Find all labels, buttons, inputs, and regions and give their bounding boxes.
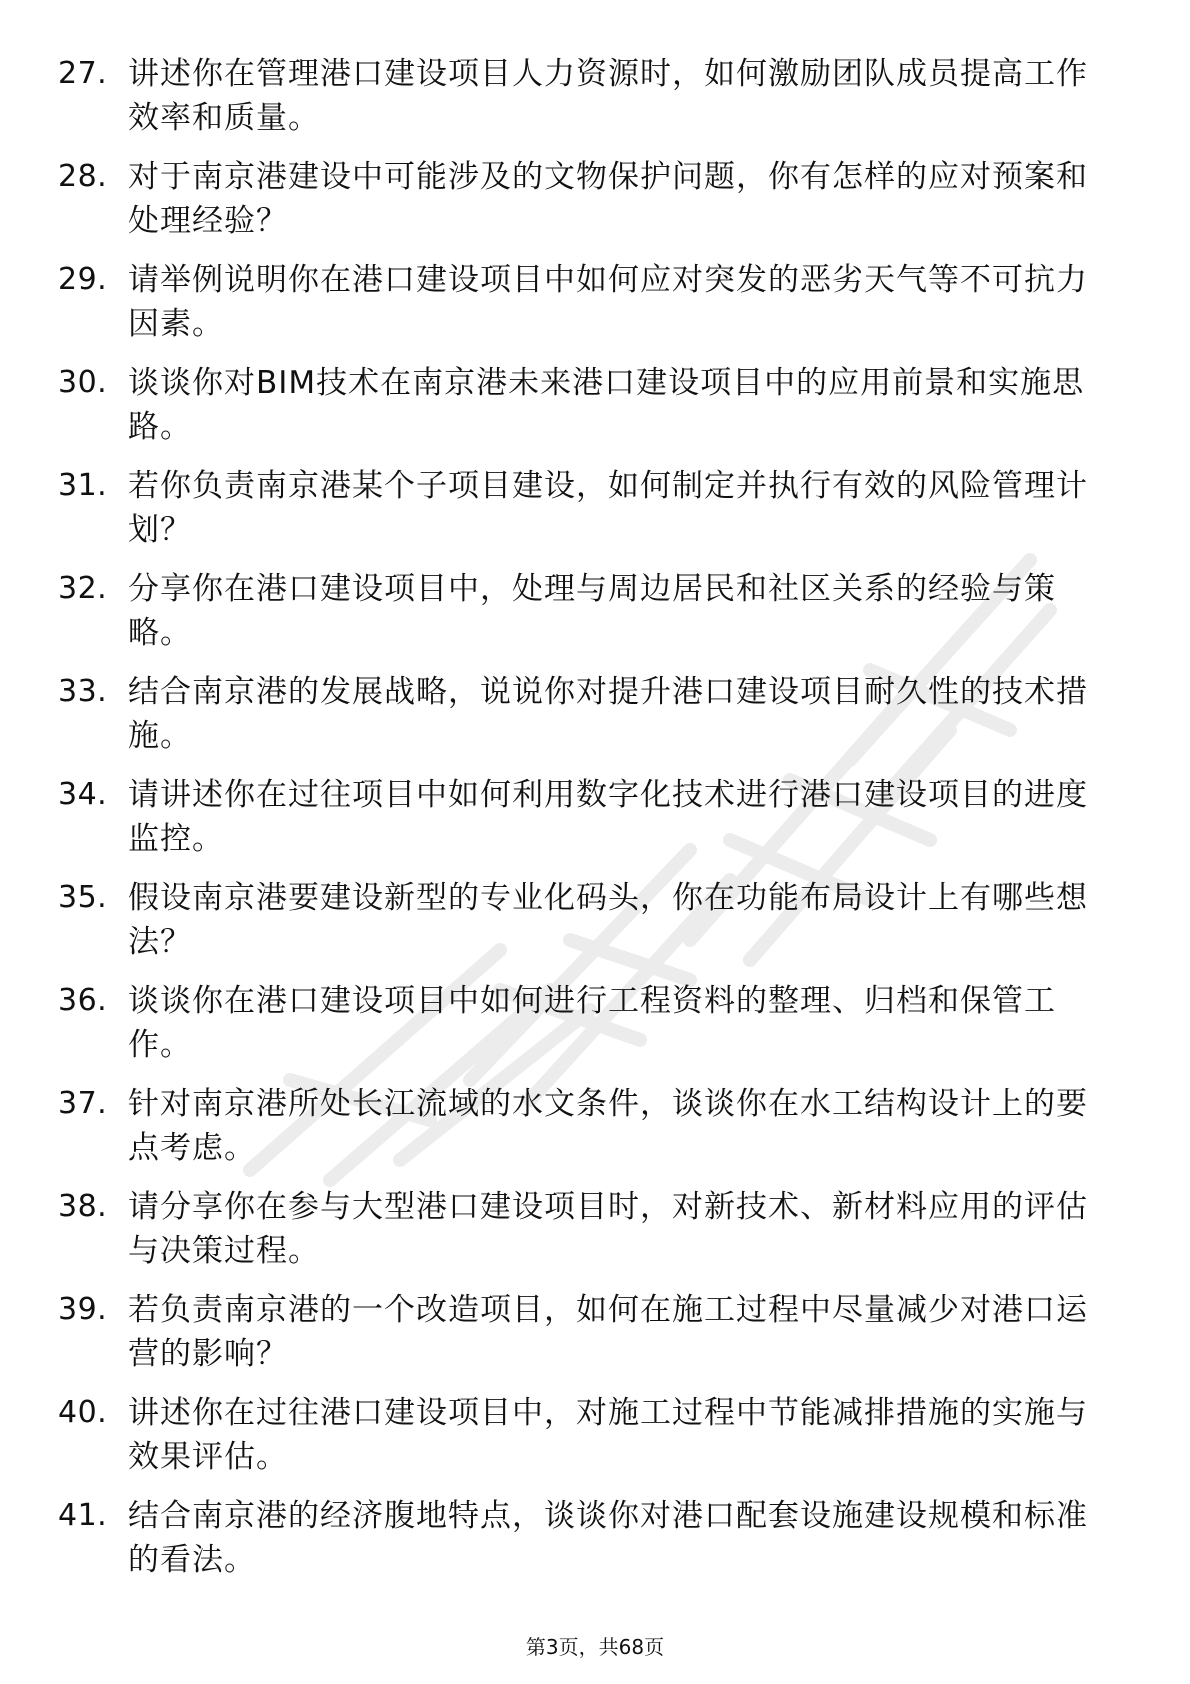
question-text: 结合南京港的发展战略，说说你对提升港口建设项目耐久性的技术措施。 bbox=[128, 674, 1088, 754]
question-item bbox=[58, 876, 1118, 979]
question-number: 36. bbox=[58, 983, 108, 1018]
question-number: 27. bbox=[58, 56, 108, 91]
page-number-label: 第3页，共68页 bbox=[525, 1635, 665, 1659]
question-text: 假设南京港要建设新型的专业化码头，你在功能布局设计上有哪些想法？ bbox=[128, 880, 1088, 960]
question-item bbox=[58, 464, 1118, 567]
question-item bbox=[58, 773, 1118, 876]
question-number: 34. bbox=[58, 777, 108, 812]
page-footer bbox=[0, 1634, 1190, 1660]
question-number: 33. bbox=[58, 674, 108, 709]
question-number: 38. bbox=[58, 1189, 108, 1224]
question-text: 若你负责南京港某个子项目建设，如何制定并执行有效的风险管理计划？ bbox=[128, 468, 1088, 548]
question-number: 32. bbox=[58, 571, 108, 606]
question-number: 30. bbox=[58, 365, 108, 400]
question-text: 讲述你在管理港口建设项目人力资源时，如何激励团队成员提高工作效率和质量。 bbox=[128, 56, 1088, 136]
question-number: 37. bbox=[58, 1086, 108, 1121]
question-item bbox=[58, 361, 1118, 464]
question-text: 谈谈你在港口建设项目中如何进行工程资料的整理、归档和保管工作。 bbox=[128, 983, 1056, 1063]
question-number: 40. bbox=[58, 1395, 108, 1430]
question-number: 28. bbox=[58, 159, 108, 194]
question-number: 39. bbox=[58, 1292, 108, 1327]
question-list bbox=[58, 52, 1118, 1597]
question-item bbox=[58, 258, 1118, 361]
question-text: 谈谈你对BIM技术在南京港未来港口建设项目中的应用前景和实施思路。 bbox=[128, 365, 1085, 445]
question-text: 若负责南京港的一个改造项目，如何在施工过程中尽量减少对港口运营的影响？ bbox=[128, 1292, 1088, 1372]
question-item bbox=[58, 1185, 1118, 1288]
question-text: 针对南京港所处长江流域的水文条件，谈谈你在水工结构设计上的要点考虑。 bbox=[128, 1086, 1088, 1166]
question-item bbox=[58, 979, 1118, 1082]
question-item bbox=[58, 1082, 1118, 1185]
question-text: 讲述你在过往港口建设项目中，对施工过程中节能减排措施的实施与效果评估。 bbox=[128, 1395, 1088, 1475]
question-number: 41. bbox=[58, 1498, 108, 1533]
question-text: 请讲述你在过往项目中如何利用数字化技术进行港口建设项目的进度监控。 bbox=[128, 777, 1088, 857]
question-text: 请分享你在参与大型港口建设项目时，对新技术、新材料应用的评估与决策过程。 bbox=[128, 1189, 1088, 1269]
question-item bbox=[58, 1288, 1118, 1391]
question-number: 31. bbox=[58, 468, 108, 503]
question-text: 分享你在港口建设项目中，处理与周边居民和社区关系的经验与策略。 bbox=[128, 571, 1056, 651]
question-item bbox=[58, 1391, 1118, 1494]
question-text: 结合南京港的经济腹地特点，谈谈你对港口配套设施建设规模和标准的看法。 bbox=[128, 1498, 1088, 1578]
question-number: 35. bbox=[58, 880, 108, 915]
question-text: 对于南京港建设中可能涉及的文物保护问题，你有怎样的应对预案和处理经验？ bbox=[128, 159, 1088, 239]
question-item bbox=[58, 1494, 1118, 1597]
question-item bbox=[58, 670, 1118, 773]
question-item bbox=[58, 52, 1118, 155]
question-number: 29. bbox=[58, 262, 108, 297]
question-text: 请举例说明你在港口建设项目中如何应对突发的恶劣天气等不可抗力因素。 bbox=[128, 262, 1088, 342]
question-item bbox=[58, 155, 1118, 258]
question-item bbox=[58, 567, 1118, 670]
